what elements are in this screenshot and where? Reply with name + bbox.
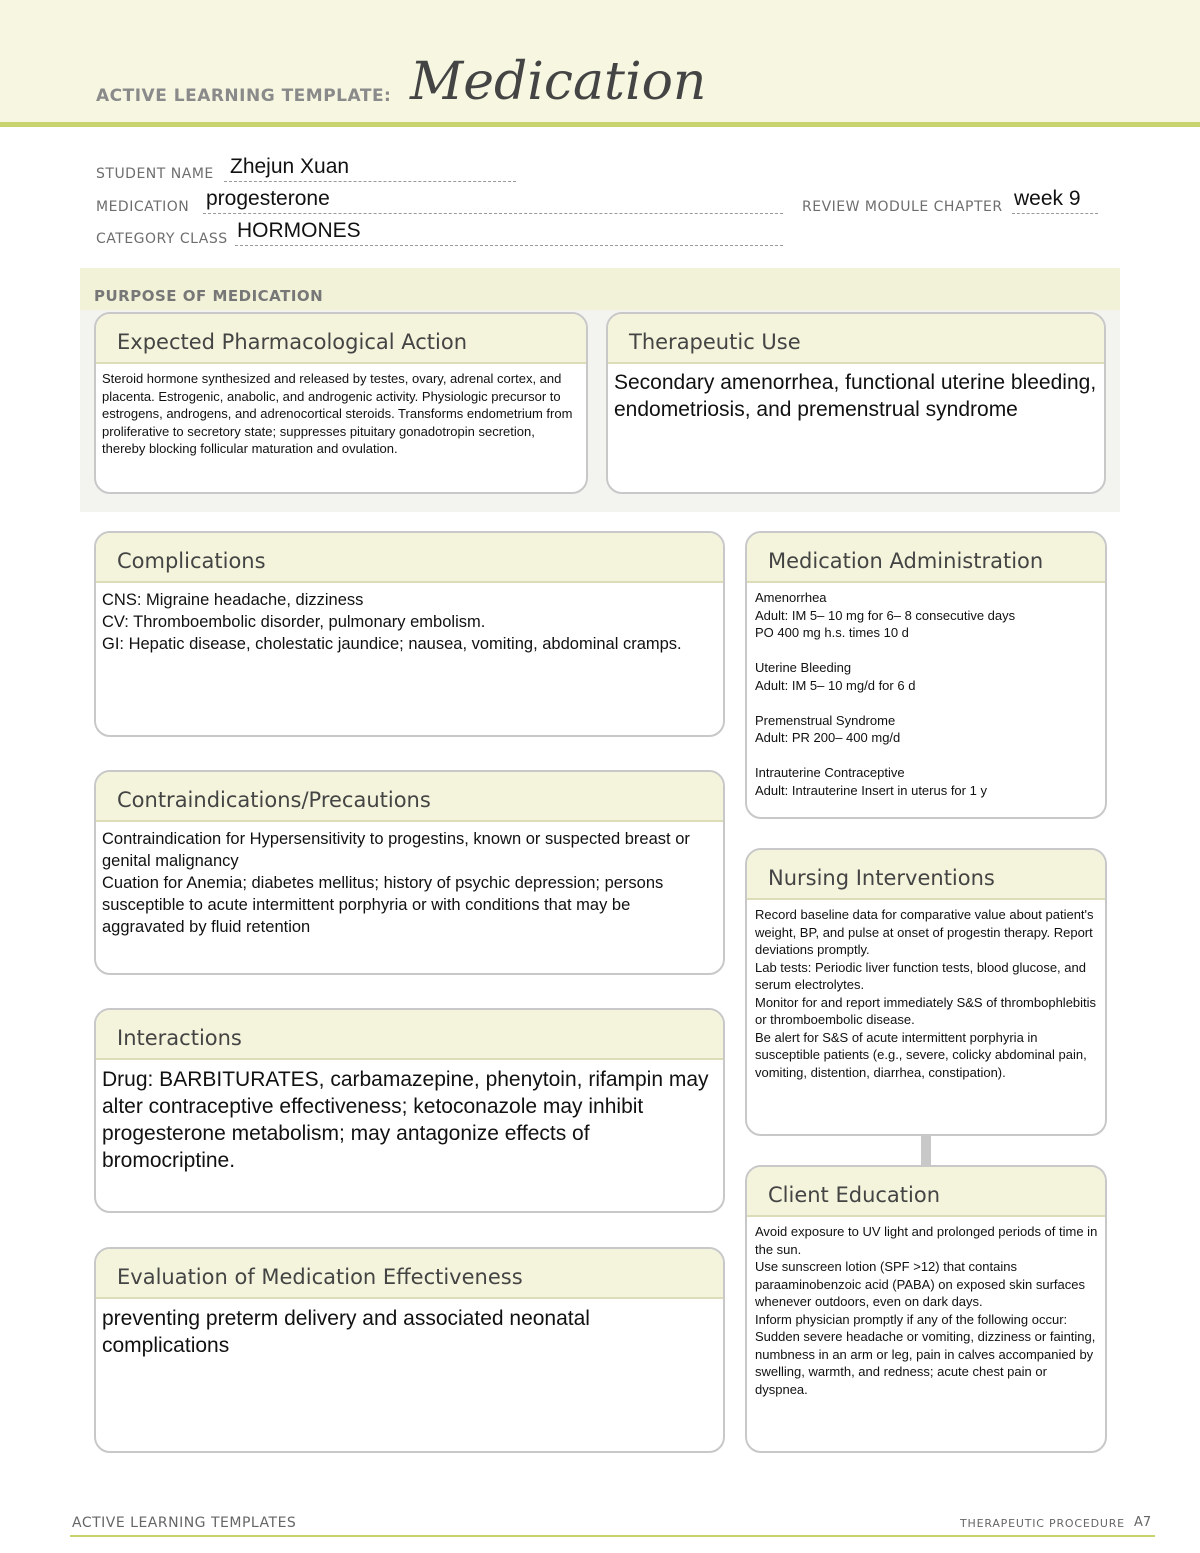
- category-class-underline: [235, 245, 783, 246]
- review-module-field[interactable]: week 9: [1014, 187, 1081, 210]
- student-name-field[interactable]: Zhejun Xuan: [230, 155, 350, 178]
- expected-action-text[interactable]: Steroid hormone synthesized and released by testes, ovary, adrenal cortex, and placenta. Estrogenic, anabolic, and androgenic activity. Physiologic precursor to estrogens, androgens, and adrenocortical steroids. Transforms endometrium from proliferative to secretory state; suppresses pituitary gonadotropin secretion, thereby blocking follicular maturation and ovulation.: [102, 371, 573, 456]
- administration-text[interactable]: Amenorrhea Adult: IM 5– 10 mg for 6– 8 consecutive days PO 400 mg h.s. times 10 d Uterine Bleeding Adult: IM 5– 10 mg/d for 6 d Premenstrual Syndrome Adult: PR 200– 400 mg/d Intrauterine Contraceptive Adult: Intrauterine Insert in uterus for 1 y: [755, 590, 1016, 798]
- card-title: Evaluation of Medication Effectiveness: [117, 1265, 523, 1289]
- client-education-text[interactable]: Avoid exposure to UV light and prolonged periods of time in the sun. Use sunscreen lotion (SPF >12) that contains paraaminobenzoic acid (PABA) on exposed skin surfaces whenever outdoors, even on dark days. Inform physician promptly if any of the following occur: Sudden severe headache or vomiting, dizziness or fainting, numbness in an arm or leg, pain in calves accompanied by swelling, warmth, and redness; acute chest pain or dyspnea.: [755, 1224, 1098, 1397]
- card-header: [96, 772, 723, 822]
- nursing-interventions-card: [745, 848, 1107, 1136]
- category-class-field[interactable]: HORMONES: [237, 219, 361, 242]
- medication-field[interactable]: progesterone: [206, 187, 330, 210]
- card-connector: [921, 1135, 931, 1167]
- header-divider: [0, 122, 1200, 127]
- student-name-label: STUDENT NAME: [96, 166, 214, 182]
- administration-card: [745, 531, 1107, 819]
- complications-card: [94, 531, 725, 737]
- therapeutic-use-card: [606, 312, 1106, 494]
- card-header: [96, 1249, 723, 1299]
- expected-action-card: [94, 312, 588, 494]
- card-header: [96, 533, 723, 583]
- card-header: [608, 314, 1104, 364]
- card-header: [747, 533, 1105, 583]
- interactions-text[interactable]: Drug: BARBITURATES, carbamazepine, phenytoin, rifampin may alter contraceptive effectiveness; ketoconazole may inhibit progesterone metabolism; may antagonize effects of bromocriptine.: [102, 1068, 709, 1172]
- card-title: Expected Pharmacological Action: [117, 330, 468, 354]
- card-title: Interactions: [117, 1026, 242, 1050]
- review-module-underline: [1012, 213, 1098, 214]
- student-name-underline: [224, 181, 516, 182]
- client-education-card: [745, 1165, 1107, 1453]
- therapeutic-use-text[interactable]: Secondary amenorrhea, functional uterine bleeding, endometriosis, and premenstrual syndrome: [614, 371, 1097, 421]
- card-title: Therapeutic Use: [629, 330, 801, 354]
- card-header: [96, 314, 586, 364]
- review-module-label: REVIEW MODULE CHAPTER: [802, 199, 1003, 215]
- card-title: Client Education: [768, 1183, 941, 1207]
- card-title: Complications: [117, 549, 266, 573]
- card-title: Medication Administration: [768, 549, 1044, 573]
- page-number: A7: [1134, 1515, 1152, 1530]
- evaluation-text[interactable]: preventing preterm delivery and associated neonatal complications: [102, 1307, 590, 1357]
- template-label: ACTIVE LEARNING TEMPLATE:: [96, 86, 392, 106]
- category-class-label: CATEGORY CLASS: [96, 231, 228, 247]
- footer-left-label: ACTIVE LEARNING TEMPLATES: [72, 1515, 297, 1531]
- card-header: [747, 850, 1105, 900]
- evaluation-card: [94, 1247, 725, 1453]
- interactions-card: [94, 1008, 725, 1213]
- contraindications-text[interactable]: Contraindication for Hypersensitivity to progestins, known or suspected breast or genital malignancy Cuation for Anemia; diabetes mellitus; history of psychic depression; persons susceptible to acute intermittent porphyria or with conditions that may be aggravated by fluid retention: [102, 830, 690, 936]
- footer-right-label: THERAPEUTIC PROCEDURE: [960, 1517, 1125, 1530]
- footer-divider: [70, 1535, 1155, 1537]
- card-header: [96, 1010, 723, 1060]
- contraindications-card: [94, 770, 725, 975]
- page-title: Medication: [410, 52, 707, 112]
- nursing-interventions-text[interactable]: Record baseline data for comparative value about patient's weight, BP, and pulse at onset of progestin therapy. Report deviations promptly. Lab tests: Periodic liver function tests, blood glucose, and serum electrolytes. Monitor for and report immediately S&S of thrombophlebitis or thromboembolic disease. Be alert for S&S of acute intermittent porphyria in susceptible patients (e.g., severe, colicky abdominal pain, vomiting, distention, diarrhea, constipation).: [755, 907, 1097, 1080]
- medication-underline: [203, 213, 783, 214]
- purpose-label: PURPOSE OF MEDICATION: [94, 287, 324, 305]
- complications-text[interactable]: CNS: Migraine headache, dizziness CV: Thromboembolic disorder, pulmonary embolism. GI: Hepatic disease, cholestatic jaundice; nausea, vomiting, abdominal cramps.: [102, 591, 682, 653]
- card-title: Contraindications/Precautions: [117, 788, 431, 812]
- card-header: [747, 1167, 1105, 1217]
- medication-label: MEDICATION: [96, 199, 190, 215]
- card-title: Nursing Interventions: [768, 866, 995, 890]
